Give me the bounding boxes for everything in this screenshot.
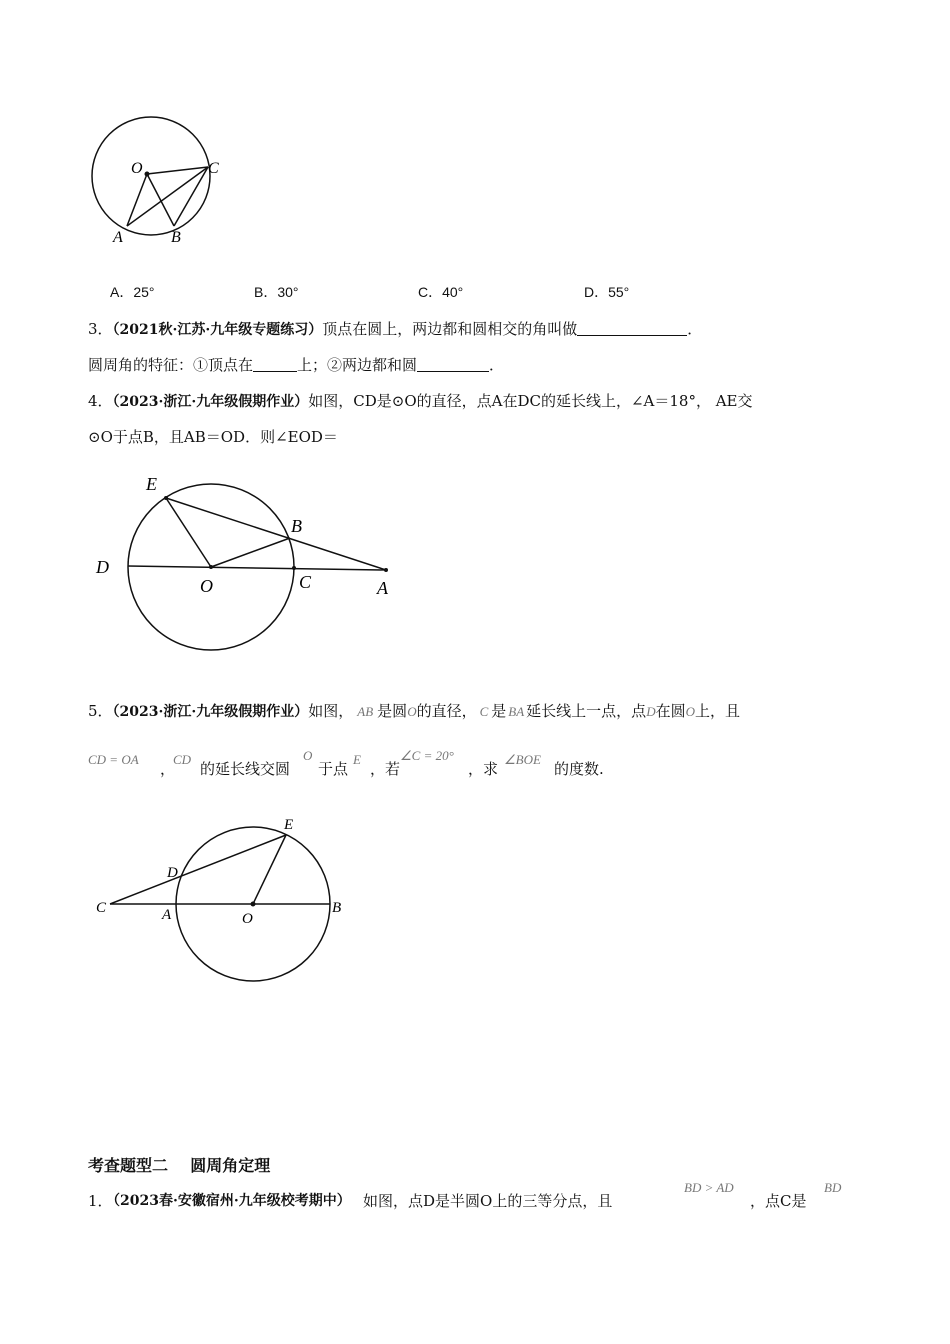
q3-blank-3[interactable] [417,357,489,372]
point-a [384,568,388,572]
label-a: A [113,229,123,246]
q5-ab: AB [357,704,374,719]
q5-text-1f: 在圆 [655,702,686,720]
section2-question-1 [88,1180,868,1214]
label-a: A [162,907,172,923]
q4-number: 4． [88,392,113,410]
label-e: E [146,474,157,494]
q5-angle-boe: ∠BOE [504,752,541,767]
q5-text-1b: 是圆 [377,702,408,720]
label-c: C [96,900,107,916]
label-a: A [377,578,388,598]
q5-number: 5． [88,702,113,720]
question-4-line1 [88,390,753,411]
q3-number: 3． [88,320,113,338]
q5-angle-c: ∠C = 20° [400,748,454,763]
question-5-line1 [88,700,740,721]
q5-text-2e: 的度数. [554,760,604,778]
q3-blank-1[interactable] [577,321,687,336]
q5-o: O [407,704,417,719]
q3-text: 顶点在圆上，两边都和圆相交的角叫做 [322,320,578,338]
segment-bc [174,167,208,226]
q5-text-1a: 如图， [308,702,354,720]
option-a: A．25° [110,284,155,300]
q5-comma: ， [160,760,176,778]
q5-c: C [479,704,489,719]
q5-text-2b: 于点 [318,760,349,778]
q5-text-2d: ，求 [468,760,499,778]
q5-d: D [646,704,656,719]
label-d: D [167,865,178,881]
label-c: C [208,160,219,177]
s2q1-text2: ，点C是 [750,1192,807,1210]
figure-circle-diameter-cd [90,468,410,658]
q5-text-1d: 是 [491,702,507,720]
segment-da [128,566,386,570]
q4-text-2: ⊙O于点B，且AB＝OD．则∠EOD＝ [88,428,338,446]
section-heading: 考查题型二 圆周角定理 [88,1156,271,1175]
segment-ce [110,835,286,904]
q5-source: （2023·浙江·九年级假期作业） [112,704,309,720]
q5-text-2a: 的延长线交圆 [200,760,291,778]
q5-ba: BA [508,704,525,719]
q5-text-1g: 上，且 [694,702,740,720]
label-c: C [299,572,312,592]
question-4-line2 [88,426,338,447]
segment-ea [166,498,386,570]
label-b: B [171,229,181,246]
q3-line2b: 上；②两边都和圆 [297,356,418,374]
option-d: D．55° [584,284,630,300]
point-o [145,172,150,177]
s2q1-source: （2023春·安徽宿州·九年级校考期中） [106,1193,351,1209]
point-o [251,902,256,907]
q5-text-1e: 延长线上一点，点 [526,702,647,720]
q3-blank-2[interactable] [253,357,297,372]
question-3-line2 [88,354,504,375]
label-o: O [242,911,253,927]
q4-source: （2023·浙江·九年级假期作业） [112,394,309,410]
point-o [209,565,213,569]
s2q1-text: 如图，点D是半圆O上的三等分点，且 [363,1192,613,1210]
figure-circle-secant-cde [90,815,360,985]
q5-e: E [353,752,361,767]
segment-ob [211,538,290,567]
s2q1-arc-inequality: BD > AD [684,1180,734,1195]
q3-source: （2021秋·江苏·九年级专题练习） [112,322,323,338]
q5-o3: O [303,748,313,763]
label-e: E [284,817,294,833]
q5-text-2c: ，若 [370,760,401,778]
segment-ob [147,174,174,226]
q5-eq-cd-oa: CD = OA [88,752,139,767]
s2q1-number: 1． [88,1192,113,1210]
option-b: B．30° [254,284,299,300]
q5-o2: O [685,704,695,719]
figure-circle-oabc [80,112,240,252]
label-b: B [332,900,342,916]
q4-text-1: 如图，CD是⊙O的直径，点A在DC的延长线上，∠A＝18°， AE交 [308,392,753,410]
q5-cd: CD [173,752,192,767]
point-e [164,496,168,500]
circle [92,117,210,235]
option-c: C．40° [418,284,464,300]
q5-text-1c: 的直径， [416,702,477,720]
label-d: D [96,557,109,577]
question-5-line2 [88,748,848,778]
segment-oe [166,498,211,567]
q3-end2: ． [489,356,505,374]
q3-end1: ． [687,320,703,338]
q3-line2a: 圆周角的特征：①顶点在 [88,356,254,374]
question-3-line1 [88,318,702,339]
label-o: O [200,576,213,596]
s2q1-arc-bd: BD [824,1180,842,1195]
label-o: O [131,160,143,177]
point-c [292,566,296,570]
label-b: B [291,516,302,536]
